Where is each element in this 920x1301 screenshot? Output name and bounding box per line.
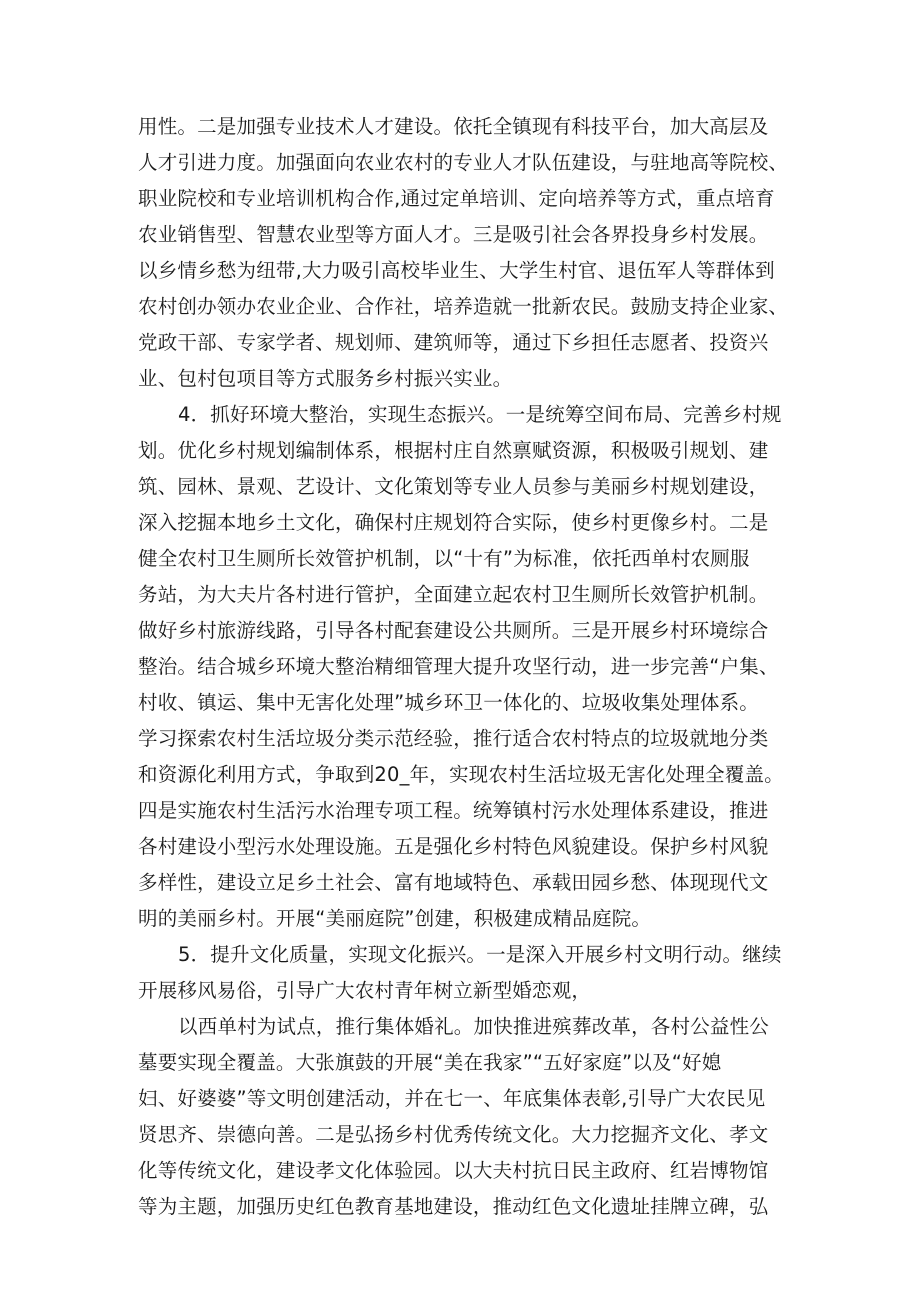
- text-line: 四是实施农村生活污水治理专项工程。统筹镇村污水处理体系建设，推进: [138, 799, 769, 822]
- text-line: 明的美丽乡村。开展“美丽庭院”创建，积极建成精品庭院。: [138, 907, 652, 930]
- text-line: 筑、园林、景观、艺设计、文化策划等专业人员参与美丽乡村规划建设，: [138, 475, 769, 498]
- text-line: 开展移风易俗，引导广大农村青年树立新型婚恋观，: [138, 979, 592, 1002]
- text-line: 整治。结合城乡环境大整治精细管理大提升攻坚行动，进一步完善“户集、: [138, 655, 779, 678]
- text-line: 划。优化乡村规划编制体系，根据村庄自然禀赋资源，积极吸引规划、建: [138, 439, 769, 462]
- text-line: 以西单村为试点，推行集体婚礼。加快推进殡葬改革，各村公益性公: [178, 1015, 770, 1038]
- text-line: 农业销售型、智慧农业型等方面人才。三是吸引社会各界投身乡村发展。: [138, 223, 769, 246]
- text-line: 学习探索农村生活垃圾分类示范经验，推行适合农村特点的垃圾就地分类: [138, 727, 769, 750]
- text-line: 农村创办领办农业企业、合作社，培养造就一批新农民。鼓励支持企业家、: [138, 295, 789, 318]
- text-line: 贤思齐、崇德向善。二是弘扬乡村优秀传统文化。大力挖掘齐文化、孝文: [138, 1123, 769, 1146]
- paragraph-heading: 4．抓好环境大整治，实现生态振兴。一是统筹空间布局、完善乡村规: [178, 403, 782, 426]
- paragraph-heading: 5．提升文化质量，实现文化振兴。一是深入开展乡村文明行动。继续: [178, 943, 782, 966]
- text-line: 以乡情乡愁为纽带,大力吸引高校毕业生、大学生村官、退伍军人等群体到: [138, 259, 775, 282]
- text-line: 墓要实现全覆盖。大张旗鼓的开展“美在我家”“五好家庭”以及“好媳: [138, 1051, 722, 1074]
- text-line: 做好乡村旅游线路，引导各村配套建设公共厕所。三是开展乡村环境综合: [138, 619, 769, 642]
- text-line: 多样性，建设立足乡土社会、富有地域特色、承载田园乡愁、体现现代文: [138, 871, 769, 894]
- text-line: 和资源化利用方式，争取到20_年，实现农村生活垃圾无害化处理全覆盖。: [138, 763, 784, 786]
- text-line: 业、包村包项目等方式服务乡村振兴实业。: [138, 367, 513, 390]
- text-line: 村收、镇运、集中无害化处理”城乡环卫一体化的、垃圾收集处理体系。: [138, 691, 760, 714]
- text-line: 职业院校和专业培训机构合作,通过定单培训、定向培养等方式，重点培育: [138, 187, 775, 210]
- text-line: 各村建设小型污水处理设施。五是强化乡村特色风貌建设。保护乡村风貌: [138, 835, 769, 858]
- text-line: 妇、好婆婆”等文明创建活动，并在七一、年底集体表彰,引导广大农民见: [138, 1087, 766, 1110]
- text-line: 用性。二是加强专业技术人才建设。依托全镇现有科技平台，加大高层及: [138, 115, 769, 138]
- text-line: 人才引进力度。加强面向农业农村的专业人才队伍建设，与驻地高等院校、: [138, 151, 789, 174]
- text-line: 深入挖掘本地乡土文化，确保村庄规划符合实际，使乡村更像乡村。二是: [138, 511, 769, 534]
- text-line: 等为主题，加强历史红色教育基地建设，推动红色文化遗址挂牌立碑，弘: [138, 1195, 769, 1218]
- text-line: 党政干部、专家学者、规划师、建筑师等，通过下乡担任志愿者、投资兴: [138, 331, 769, 354]
- text-line: 化等传统文化，建设孝文化体验园。以大夫村抗日民主政府、红岩博物馆: [138, 1159, 769, 1182]
- text-line: 务站，为大夫片各村进行管护，全面建立起农村卫生厕所长效管护机制。: [138, 583, 769, 606]
- text-line: 健全农村卫生厕所长效管护机制，以“十有”为标准，依托西单村农厕服: [138, 547, 750, 570]
